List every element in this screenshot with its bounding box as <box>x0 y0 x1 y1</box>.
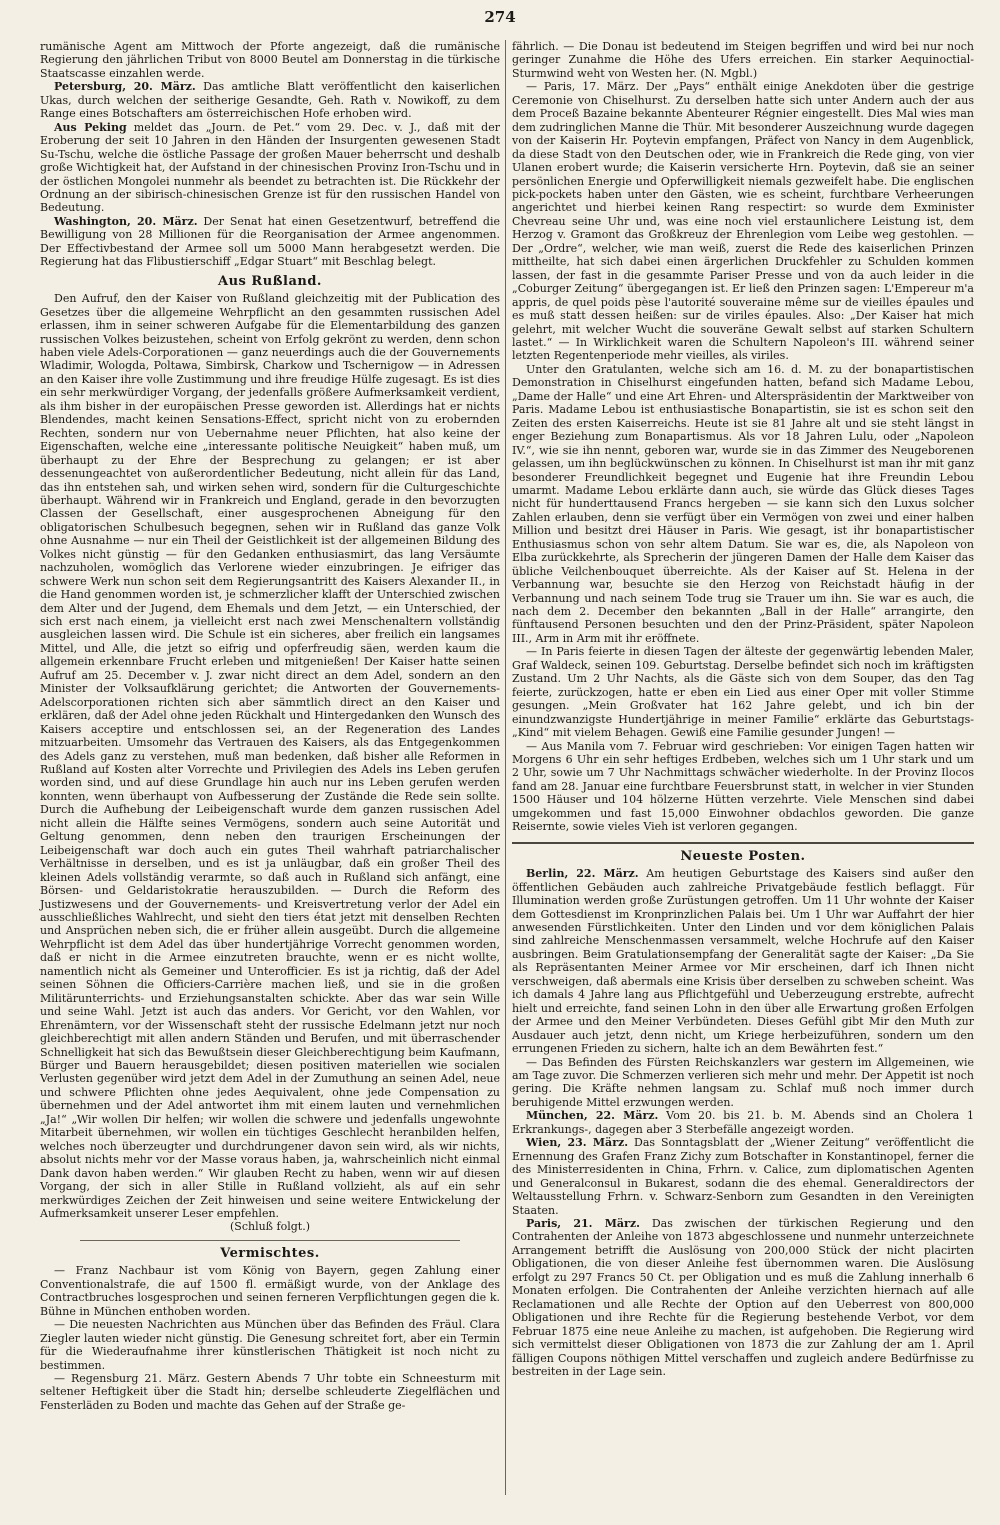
article-waldeck: — In Paris feierte in diesen Tagen der älteste der gegenwärtig lebenden Maler, Graf Waldeck, seinen 109. Geburtstag. Derselbe befindet sich noch im kräftigsten Zustand. Um 2 Uhr Nachts, als die Gäste sich von dem Souper, das den Tag feierte, zurückzogen, hatte er eben ein Lied aus einer Oper mit voller Stimme gesungen. „Mein Großvater hat 162 Jahre gelebt, und ich bin der einundzwanzigste Hundertjährige in meiner Familie“ erklärte das Geburtstags-„Kind“ mit vielem Behagen. Gewiß eine Familie gesunder Jungen! — <box>512 645 974 740</box>
dateline-muenchen: München, 22. März. <box>526 1109 659 1123</box>
article-manila: — Aus Manila vom 7. Februar wird geschrieben: Vor einigen Tagen hatten wir Morgens 6 Uhr ein sehr heftiges Erdbeben, welches sich um 1 Uhr stark und um 2 Uhr, sowie um 7 Uhr Nachmittags schwächer wiederholte. In der Provinz Ilocos fand am 28. Januar eine furchtbare Feuersbrunst statt, in welcher in vier Stunden 1500 Häuser und 104 hölzerne Hütten verzehrte. Viele Menschen sind dabei umgekommen und fast 15,000 Einwohner obdachlos geworden. Die ganze Reisernte, sowie vieles Vieh ist verloren gegangen. <box>512 739 974 834</box>
column-divider <box>505 40 506 1495</box>
article-washington: Washington, 20. März. Der Senat hat einen Gesetzentwurf, betreffend die Bewilligung von 28 Millionen für die Reorganisation der Armee angenommen. Der Effectivbestand der Armee soll um 5000 Mann herabgesetzt werden. Die Regierung hat das Flibustierschiff „Edgar Stuart“ mit Beschlag belegt. <box>40 214 500 269</box>
article-donau: fährlich. — Die Donau ist bedeutend im Steigen begriffen und wird bei nur noch geringer Zunahme die Höhe des Ufers erreichen. Ein starker Aequinoctial-Sturmwind weht von Westen her. (N. Mgbl.) <box>512 40 974 80</box>
left-column <box>40 40 500 1412</box>
dateline-wien: Wien, 23. März. <box>526 1136 629 1150</box>
section-heading-vermischtes: Vermischtes. <box>220 1245 320 1261</box>
article-russland: Den Aufruf, den der Kaiser von Rußland gleichzeitig mit der Publication des Gesetzes über die allgemeine Wehrpflicht an den gesammten russischen Adel erlassen, ihm in seiner schweren Aufgabe für die Elementarbildung des ganzen russischen Volkes beizustehen, scheint von Erfolg gekrönt zu werden, denn schon haben viele Adels-Corporationen — ganz neuerdings auch die der Gouvernements Wladimir, Wologda, Poltawa, Simbirsk, Charkow und Tschernigow — in Adressen an den Kaiser ihre volle Zustimmung und ihre freudige Hülfe zugesagt. Es ist dies ein sehr merkwürdiger Vorgang, der jedenfalls größere Aufmerksamkeit verdient, als ihm bisher in der europäischen Presse geworden ist. Allerdings hat er nichts Blendendes, macht keinen Sensations-Effect, spricht nicht von zu erobernden Rechten, sondern nur von Uebernahme neuer Pflichten, hat also keine der Eigenschaften, welche eine „interessante politische Neuigkeit“ haben muß, um überhaupt zu der Ehre der Besprechung zu gelangen; er ist aber dessenungeachtet von außerordentlicher Bedeutung, nicht allein für das Land, das ihn entstehen sah, und wirken sehen wird, sondern für die Culturgeschichte überhaupt. Während wir in Frankreich und England, gerade in den bevorzugten Classen der Gesellschaft, einer ausgesprochenen Abneigung für den obligatorischen Schulbesuch begegnen, sehen wir in Rußland das ganze Volk ohne Ausnahme — nur ein Theil der Geistlichkeit ist der allgemeinen Bildung des Volkes nicht günstig — für den Gedanken enthusiasmirt, das lang Versäumte nachzuholen, womöglich das Verlorene wieder einzubringen. Je eifriger das schwere Werk nun schon seit dem Regierungsantritt des Kaisers Alexander II., in die Hand genommen worden ist, je schmerzlicher klafft der Unterschied zwischen dem Alter und der Jugend, dem Ehemals und dem Jetzt, — ein Unterschied, der sich erst nach einem, ja vielleicht erst nach zwei Menschenaltern vollständig ausgleichen lassen wird. Die Schule ist ein sicheres, aber freilich ein langsames Mittel, und Alle, die jetzt so eifrig und opferfreudig säen, werden kaum die allgemein erkennbare Frucht erleben und mitgenießen! Der Kaiser hatte seinen Aufruf am 25. December v. J. zwar nicht direct an dem Adel, sondern an den Minister der Volksaufklärung gerichtet; die Antworten der Gouvernements-Adelscorporationen richten sich aber sämmtlich direct an den Kaiser und erklären, daß der Adel ohne jeden Rückhalt und Hintergedanken den Wunsch des Kaisers acceptire und entschlossen sei, an der Regeneration des Landes mitzuarbeiten. Umsomehr das Vertrauen des Kaisers, als das Entgegenkommen des Adels ganz zu verstehen, muß man bedenken, daß bisher alle Reformen in Rußland auf Kosten alter Vorrechte und Privilegien des Adels ins Leben gerufen worden sind, und auf diese Grundlage hin auch nur ins Leben gerufen werden konnten, wenn überhaupt von Aufbesserung der Zustände die Rede sein sollte. Durch die Aufhebung der Leibeigenschaft wurde dem ganzen russischen Adel nicht allein die Hälfte seines Vermögens, sondern auch seine Autorität und Geltung genommen, denn neben den traurigen Erscheinungen der Leibeigenschaft war doch auch ein gutes Theil wahrhaft patriarchalischer Verhältnisse in derselben, und es ist ja unläugbar, daß ein großer Theil des kleinen Adels vollständig verarmte, so daß auch in Rußland sich anfängt, eine Börsen- und Geldaristokratie herauszubilden. — Durch die Reform des Justizwesens und der Gouvernements- und Kreisvertretung verlor der Adel ein ausschließliches Wahlrecht, und sieht den tiers état jetzt mit denselben Rechten und Ansprüchen neben sich, die er früher allein ausgeübt. Durch die allgemeine Wehrpflicht ist dem Adel das über hundertjährige Vorrecht genommen worden, daß er nicht in die Armee einzutreten brauchte, wenn er es nicht wollte, namentlich nicht als Gemeiner und Unterofficier. Es ist ja richtig, daß der Adel seinen Söhnen die Officiers-Carrière machen ließ, und sie in die großen Militärunterrichts- und Erziehungsanstalten schickte. Aber das war sein Wille und seine Wahl. Jetzt ist auch das anders. Vor Gericht, vor den Wahlen, vor Ehrenämtern, vor der Wissenschaft steht der russische Edelmann jetzt nur noch gleichberechtigt mit allen andern Ständen und Berufen, und mit überraschender Schnelligkeit hat sich das Bewußtsein dieser Gleichberechtigung beim Kaufmann, Bürger und Bauern herausgebildet; diesen positiven materiellen wie socialen Verlusten gegenüber wird jetzt dem Adel in der Zumuthung an seinen Adel, neue und schwere Pflichten ohne jedes Aequivalent, ohne jede Compensation zu übernehmen und der Adel antwortet ihm mit einem lauten und vernehmlichen „Ja!“ „Wir wollen Dir helfen; wir wollen die schwere und jedenfalls ungewohnte Mitarbeit übernehmen, wir wollen ein tüchtiges Geschlecht heranbilden helfen, welches noch überzeugter und durchdrungener davon sein wird, als wir nichts, absolut nichts mehr vor der Masse voraus haben, ja, wahrscheinlich nicht einmal Dank davon haben werden.“ Wir glauben Recht zu haben, wenn wir auf diesen Vorgang, der sich in aller Stille in Rußland vollzieht, als auf ein sehr merkwürdiges Zeichen der Zeit hinweisen und seine weitere Entwickelung der Aufmerksamkeit unserer Leser empfehlen. <box>40 292 500 1220</box>
dateline-petersburg: Petersburg, 20. März. <box>54 80 196 94</box>
dateline-paris: Paris, 21. März. <box>526 1216 640 1230</box>
page-number: 274 <box>484 8 516 26</box>
section-heading-russland: Aus Rußland. <box>218 273 322 289</box>
article-berlin: Berlin, 22. März. Am heutigen Geburtstage des Kaisers sind außer den öffentlichen Gebäuden auch zahlreiche Privatgebäude festlich beflaggt. Für Illumination werden große Zurüstungen getroffen. Um 11 Uhr wohnte der Kaiser dem Gottesdienst im Kronprinzlichen Palais bei. Um 1 Uhr war Auffahrt der hier anwesenden Fürstlichkeiten. Unter den Linden und vor dem königlichen Palais sind zahlreiche Menschenmassen versammelt, welche Hochrufe auf den Kaiser ausbringen. Beim Gratulationsempfang der Generalität sagte der Kaiser: „Da Sie als Repräsentanten Meiner Armee vor Mir erscheinen, darf ich Ihnen nicht verschweigen, daß abermals eine Krisis über derselben zu schweben scheint. Was ich damals 4 Jahre lang aus Pflichtgefühl und Ueberzeugung erstrebte, aufrecht hielt und erreichte, fand seinen Lohn in den über alle Erwartung großen Erfolgen der Armee und den Meiner Verbündeten. Dieses Gefühl gibt Mir den Muth zur Ausdauer auch jetzt, denn nicht, um Kriege herbeizuführen, sondern um den errungenen Frieden zu sichern, halte ich an dem Bewährten fest.“ <box>512 867 974 1056</box>
article-reichskanzler: — Das Befinden des Fürsten Reichskanzlers war gestern im Allgemeinen, wie am Tage zuvor. Die Schmerzen verlieren sich mehr und mehr. Der Appetit ist noch gering. Die Kräfte nehmen langsam zu. Schlaf muß noch immer durch beruhigende Mittel erzwungen werden. <box>512 1055 974 1109</box>
article-muenchen: München, 22. März. Vom 20. bis 21. b. M. Abends sind an Cholera 1 Erkrankungs-, dagegen aber 3 Sterbefälle angezeigt worden. <box>512 1109 975 1136</box>
dateline-peking: Aus Peking <box>54 120 127 134</box>
article-paris-chiselhurst: — Paris, 17. März. Der „Pays“ enthält einige Anekdoten über die gestrige Ceremonie von Chiselhurst. Zu derselben hatte sich unter Andern auch der aus dem Proceß Bazaine bekannte Abenteurer Régnier eingestellt. Dies Mal wies man dem zudringlichen Manne die Thür. Mit besonderer Auszeichnung wurde dagegen von der Kaiserin Hr. Poytevin empfangen, Präfect von Nancy in dem Augenblick, da diese Stadt von den Deutschen oder, wie in Frankreich die Rede ging, von vier Ulanen erobert wurde; die Kaiserin versicherte Hrn. Poytevin, daß sie an seiner persönlichen Energie und Opferwilligkeit niemals gezweifelt habe. Die englischen pick-pockets haben unter den Gästen, wie es scheint, furchtbare Verheerungen angerichtet und hierbei keinen Rang respectirt: so wurde dem Exminister Chevreau seine Uhr und, was eine noch viel erstaunlichere Leistung ist, dem Herzog v. Gramont das Großkreuz der Ehrenlegion vom Leibe weg gestohlen. — Der „Ordre“, welcher, wie man weiß, zuerst die Rede des kaiserlichen Prinzen mittheilte, hat sich dabei einen ärgerlichen Druckfehler zu Schulden kommen lassen, der fast in die gesammte Pariser Presse und von da auch leider in die „Coburger Zeitung“ übergegangen ist. Er ließ den Prinzen sagen: L'Empereur m'a appris, de quel poids pèse l'autorité souveraine même sur de vieilles épaules und es muß statt dessen heißen: sur de viriles épaules. Also: „Der Kaiser hat mich gelehrt, mit welcher Wucht die souveräne Gewalt selbst auf starken Schultern lastet.“ — In Wirklichkeit waren die Schultern Napoleon's III. während seiner letzten Regentenperiode mehr vieilles, als viriles. <box>512 80 974 363</box>
continued-note: (Schluß folgt.) <box>230 1220 310 1234</box>
article-regensburg: — Regensburg 21. März. Gestern Abends 7 Uhr tobte ein Schneesturm mit seltener Heftigkeit über die Stadt hin; derselbe schleuderte Ziegelflächen und Fensterläden zu Boden und machte das Gehen auf der Straße ge- <box>40 1371 500 1412</box>
section-heading-neueste-posten: Neueste Posten. <box>680 848 806 864</box>
article-petersburg: Petersburg, 20. März. Das amtliche Blatt veröffentlicht den kaiserlichen Ukas, durch welchen der seitherige Gesandte, Geh. Rath v. Nowikoff, zu dem Range eines Botschafters am österreichischen Hofe erhoben wird. <box>40 80 500 121</box>
article-wien: Wien, 23. März. Das Sonntagsblatt der „Wiener Zeitung“ veröffentlicht die Ernennung des Grafen Franz Zichy zum Botschafter in Konstantinopel, ferner die des Ministerresidenten in China, Frhrn. v. Calice, zum diplomatischen Agenten und Generalconsul in Bukarest, sodann die des ehemal. Generaldirectors der Weltausstellung Frhrn. v. Schwarz-Senborn zum Gesandten in den Vereinigten Staaten. <box>512 1136 974 1217</box>
article-nachbaur: — Franz Nachbaur ist vom König von Bayern, gegen Zahlung einer Conventionalstrafe, die auf 1500 fl. ermäßigt wurde, von der Anklage des Contractbruches losgesprochen und seinen ferneren Verpflichtungen gegen die k. Bühne in München enthoben worden. <box>40 1264 500 1318</box>
right-column <box>512 40 974 1378</box>
divider <box>80 1240 460 1241</box>
dateline-berlin: Berlin, 22. März. <box>526 867 639 881</box>
article-tribute: rumänische Agent am Mittwoch der Pforte angezeigt, daß die rumänische Regierung den jährlichen Tribut von 8000 Beutel am Donnerstag in die türkische Staatscasse einzahlen werde. <box>40 40 500 80</box>
article-paris-anleihe: Paris, 21. März. Das zwischen der türkischen Regierung und den Contrahenten der Anleihe von 1873 abgeschlossene und nunmehr unterzeichnete Arrangement betrifft die Auslösung von 200,000 Stück der nicht placirten Obligationen, die von dieser Anleihe fest übernommen waren. Die Auslösung erfolgt zu 297 Francs 50 Ct. per Obligation und es muß die Zahlung innerhalb 6 Monaten erfolgen. Die Contrahenten der Anleihe verzichten hiernach auf alle Reclamationen und alle Rechte der Option auf den Ueberrest von 800,000 Obligationen und ihre Rechte für die Regierung bestehende Verbot, vor dem Februar 1875 eine neue Anleihe zu machen, ist aufgehoben. Die Regierung wird sich vermittelst dieser Obligationen von 1873 die zur Zahlung der am 1. April fälligen Coupons nöthigen Mittel verschaffen und zugleich andere Bedürfnisse zu bestreiten in der Lage sein. <box>512 1216 974 1378</box>
divider <box>512 842 974 844</box>
article-peking: Aus Peking meldet das „Journ. de Pet.“ vom 29. Dec. v. J., daß mit der Eroberung der seit 10 Jahren in den Händen der Insurgenten gewesenen Stadt Su-Tschu, welche die östliche Passage der großen Mauer beherrscht und deshalb große Wichtigkeit hat, der Aufstand in der chinesischen Provinz Iron-Tschu und in der östlichen Mongolei nunmehr als beendet zu betrachten ist. Die Rückkehr der Ordnung an der sibirisch-chinesischen Grenze ist für den russischen Handel von Bedeutung. <box>40 120 500 215</box>
article-ziegler: — Die neuesten Nachrichten aus München über das Befinden des Fräul. Clara Ziegler lauten wieder nicht günstig. Die Genesung schreitet fort, aber ein Termin für die Wiederaufnahme ihrer künstlerischen Thätigkeit ist noch nicht zu bestimmen. <box>40 1318 500 1372</box>
dateline-washington: Washington, 20. März. <box>54 214 198 228</box>
article-lebou: Unter den Gratulanten, welche sich am 16. d. M. zu der bonapartistischen Demonstration in Chiselhurst eingefunden hatten, befand sich Madame Lebou, „Dame der Halle“ und eine Art Ehren- und Alterspräsidentin der Marktweiber von Paris. Madame Lebou ist enthusiastische Bonapartistin, sie ist es schon seit den Zeiten des ersten Kaiserreichs. Heute ist sie 81 Jahre alt und sie steht längst in enger Beziehung zum Bonapartismus. Als vor 18 Jahren Lulu, oder „Napoleon IV.“, wie sie ihn nennt, geboren war, wurde sie in das Zimmer des Neugeborenen gelassen, um ihn beglückwünschen zu können. In Chiselhurst ist man ihr mit ganz besonderer Freundlichkeit begegnet und Eugenie hat ihre Freundin Lebou umarmt. Madame Lebou erklärte dann auch, sie würde das Glück dieses Tages nicht für hunderttausend Francs hergeben — sie kann sich den Luxus solcher Zahlen erlauben, denn sie verfügt über ein Vermögen von zwei und einer halben Million und besitzt drei Häuser in Paris. Wie gesagt, ist ihr bonapartistischer Enthusiasmus schon von sehr altem Datum. Sie war es, die, als Napoleon von Elba zurückkehrte, als Sprecherin der jüngeren Damen der Halle dem Kaiser das übliche Veilchenbouquet überreichte. Als der Kaiser auf St. Helena in der Verbannung war, besuchte sie den Herzog von Reichstadt häufig in der Verbannung und nach seinem Tode trug sie Trauer um ihn. Sie war es auch, die nach dem 2. December den bekannten „Ball in der Halle“ arrangirte, den fünftausend Personen besuchten und den der Prinz-Präsident, später Napoleon III., Arm in Arm mit ihr eröffnete. <box>512 362 974 645</box>
